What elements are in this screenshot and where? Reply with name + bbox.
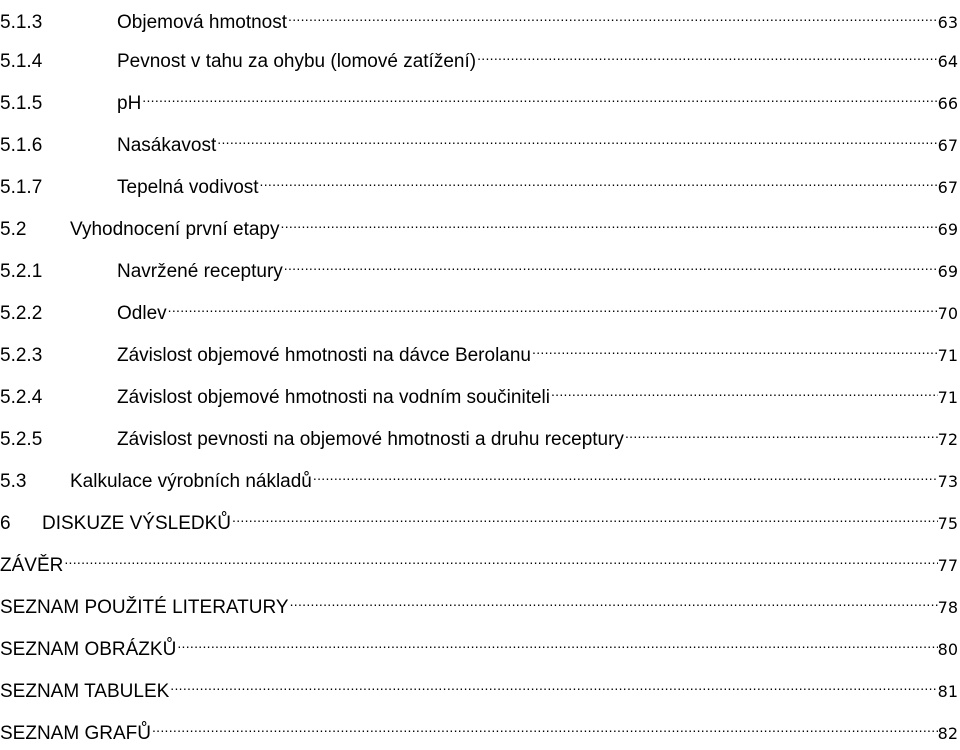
toc-entry-number: 5.2 [0, 219, 27, 240]
toc-entry-number: 5.2.4 [0, 387, 43, 408]
toc-entry[interactable] [0, 333, 958, 366]
dot-leader [169, 669, 937, 697]
toc-entry-page: 71 [937, 346, 958, 365]
toc-entry[interactable] [0, 627, 958, 660]
toc-entry[interactable] [0, 375, 958, 408]
dot-leader [63, 543, 937, 571]
toc-entry-page: 71 [937, 388, 958, 407]
toc-entry[interactable] [0, 501, 958, 534]
toc-entry-number: 5.2.1 [0, 261, 43, 282]
toc-entry-title: Pevnost v tahu za ohybu (lomové zatížení) [117, 51, 477, 72]
dot-leader [167, 291, 938, 319]
dot-leader [280, 207, 938, 235]
toc-entry-title: Nasákavost [117, 135, 217, 156]
toc-entry-page: 63 [937, 13, 958, 32]
toc-entry-title: Objemová hmotnost [117, 12, 288, 33]
dot-leader [216, 123, 937, 151]
toc-entry-title: Vyhodnocení první etapy [70, 219, 280, 240]
toc-entry[interactable] [0, 669, 958, 702]
toc-entry[interactable] [0, 123, 958, 156]
toc-entry-page: 81 [937, 682, 958, 701]
toc-entry-page: 69 [937, 262, 958, 281]
toc-entry-number: 5.1.4 [0, 51, 43, 72]
toc-entry[interactable] [0, 0, 958, 33]
toc-entry-page: 77 [937, 556, 958, 575]
toc-entry-number: 5.1.7 [0, 177, 43, 198]
toc-entry-title: Navržené receptury [117, 261, 283, 282]
toc-entry[interactable] [0, 249, 958, 282]
toc-entry-number: 5.2.2 [0, 303, 43, 324]
toc-entry-title: Závislost objemové hmotnosti na dávce Berolanu [117, 345, 532, 366]
dot-leader [141, 81, 937, 109]
toc-entry-page: 80 [937, 640, 958, 659]
toc-entry[interactable] [0, 459, 958, 492]
toc-entry-title: SEZNAM GRAFŮ [0, 723, 151, 744]
toc-entry-number: 5.2.3 [0, 345, 43, 366]
toc-entry-number: 5.3 [0, 471, 27, 492]
dot-leader [531, 333, 938, 361]
toc-entry-title: SEZNAM OBRÁZKŮ [0, 639, 177, 660]
dot-leader [287, 0, 938, 28]
toc-entry-page: 73 [937, 472, 958, 491]
toc-entry-page: 82 [937, 724, 958, 743]
toc-entry[interactable] [0, 711, 958, 744]
toc-entry-title: Závislost pevnosti na objemové hmotnosti a druhu receptury [117, 429, 624, 450]
toc-entry[interactable] [0, 585, 958, 618]
toc-entry-page: 66 [937, 94, 958, 113]
toc-entry-title: Odlev [117, 303, 167, 324]
toc-entry-number: 5.1.5 [0, 93, 43, 114]
toc-entry[interactable] [0, 543, 958, 576]
toc-entry[interactable] [0, 39, 958, 72]
toc-entry-page: 67 [937, 178, 958, 197]
toc-entry-page: 64 [937, 52, 958, 71]
toc-entry-page: 72 [937, 430, 958, 449]
toc-entry[interactable] [0, 291, 958, 324]
toc-entry[interactable] [0, 207, 958, 240]
dot-leader [476, 39, 938, 67]
toc-entry-title: SEZNAM TABULEK [0, 681, 170, 702]
toc-entry-title: Kalkulace výrobních nákladů [70, 471, 312, 492]
toc-entry-number: 5.1.6 [0, 135, 43, 156]
toc-entry-page: 78 [937, 598, 958, 617]
dot-leader [151, 711, 938, 739]
dot-leader [550, 375, 938, 403]
toc-entry-number: 5.1.3 [0, 12, 43, 33]
toc-entry-page: 75 [937, 514, 958, 533]
dot-leader [289, 585, 938, 613]
toc-entry[interactable] [0, 81, 958, 114]
dot-leader [176, 627, 937, 655]
dot-leader [624, 417, 938, 445]
toc-entry[interactable] [0, 165, 958, 198]
dot-leader [231, 501, 938, 529]
toc-entry-title: SEZNAM POUŽITÉ LITERATURY [0, 597, 289, 618]
toc-entry-title: pH [117, 93, 142, 114]
toc-entry[interactable] [0, 417, 958, 450]
toc-entry-title: ZÁVĚR [0, 555, 64, 576]
dot-leader [283, 249, 938, 277]
toc-entry-number: 6 [0, 513, 11, 534]
toc-entry-page: 70 [937, 304, 958, 323]
dot-leader [259, 165, 938, 193]
toc-entry-number: 5.2.5 [0, 429, 43, 450]
toc-entry-title: DISKUZE VÝSLEDKŮ [42, 513, 231, 534]
toc-entry-page: 67 [937, 136, 958, 155]
toc-entry-title: Závislost objemové hmotnosti na vodním součiniteli [117, 387, 550, 408]
toc-entry-title: Tepelná vodivost [117, 177, 259, 198]
toc-entry-page: 69 [937, 220, 958, 239]
dot-leader [312, 459, 938, 487]
